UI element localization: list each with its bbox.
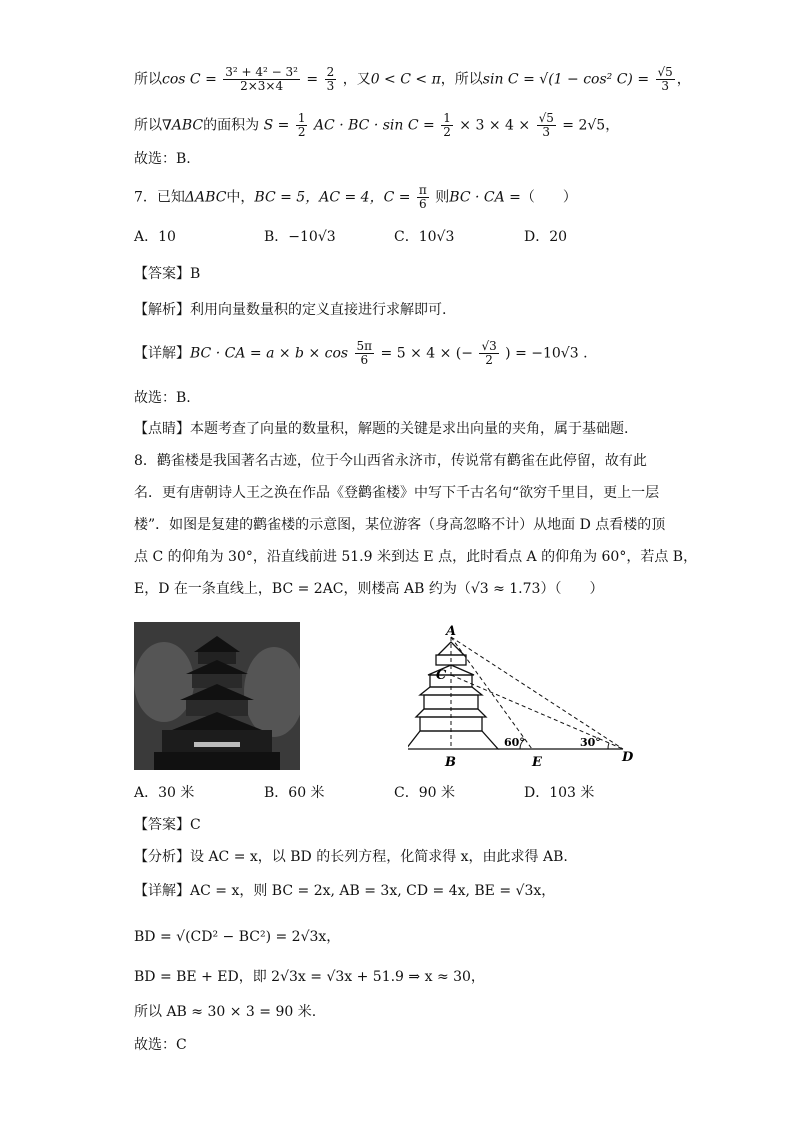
angle-30-label: 30° [580, 736, 601, 749]
ab-result: 所以 AB ≈ 30 × 3 = 90 米. [134, 1004, 317, 1020]
analysis-8: 【分析】设 AC = x，以 BD 的长列方程，化简求得 x，由此求得 AB. [134, 849, 568, 865]
question-8-line-4: 点 C 的仰角为 30°，沿直线前进 51.9 米到达 E 点，此时看点 A 的仰角为 60°，若点 B， [134, 549, 698, 565]
remark-7: 【点睛】本题考查了向量的数量积，解题的关键是求出向量的夹角，属于基础题. [134, 421, 629, 437]
option-c[interactable]: C．10√3 [394, 229, 455, 245]
answer-7: 【答案】B [134, 266, 201, 282]
options-8 [134, 782, 654, 804]
fraction: $\frac{1}{2}$ [443, 111, 451, 139]
analysis-7: 【解析】利用向量数量积的定义直接进行求解即可. [134, 302, 447, 318]
option-c[interactable]: C．90 米 [394, 785, 455, 801]
select-8: 故选：C [134, 1037, 187, 1053]
text: 所以 [134, 71, 162, 88]
angle-60-label: 60° [504, 736, 525, 749]
option-d[interactable]: D．103 米 [524, 785, 595, 801]
solution-line-cos: 所以cos C = $\frac{\text{3² + 4² − 3²}}{2\times 3\times 4}$ = $\frac{2}{3}$ ，又0 < C < π，所以sin C = √(1 − cos² C) = $\frac{√5}{3}$ ， [134, 65, 691, 93]
label-d: D [622, 750, 634, 765]
question-8-line-5: E，D 在一条直线上，BC = 2AC，则楼高 AB 约为（√3 ≈ 1.73）（ ） [134, 581, 604, 597]
question-8-line-2: 名．更有唐朝诗人王之涣在作品《登鹳雀楼》中写下千古名句“欲穷千里目，更上一层 [134, 485, 660, 501]
question-8-line-1: 8．鹳雀楼是我国著名古迹，位于今山西省永济市，传说常有鹳雀在此停留，故有此 [134, 453, 647, 469]
fraction: $\frac{5\pi}{6}$ [356, 339, 373, 367]
select-7: 故选：B. [134, 390, 191, 406]
label-e: E [532, 755, 542, 770]
label-b: B [445, 755, 456, 770]
label-c: C [436, 668, 447, 683]
fraction: $\frac{\pi}{6}$ [418, 183, 427, 211]
bd-equation-1: BD = √(CD² − BC²) = 2√3x， [134, 929, 341, 945]
option-b[interactable]: B．−10√3 [264, 229, 336, 245]
answer-8: 【答案】C [134, 817, 201, 833]
label-a: A [446, 625, 457, 639]
solution-line-area: 所以∇ABC的面积为 S = $\frac{1}{2}$ AC · BC · sin C = $\frac{1}{2}$ × 3 × 4 × $\frac{√5}{3}$ = 2√5， [134, 111, 620, 139]
fraction: $\frac{√5}{3}$ [657, 65, 673, 93]
text: cos [162, 71, 186, 88]
detail-7: 【详解】BC · CA = a × b × cos $\frac{5\pi}{6}$ = 5 × 4 × (− $\frac{√3}{2}$ ) = −10√3 . [134, 339, 588, 367]
options-7 [134, 226, 654, 248]
detail-8: 【详解】AC = x，则 BC = 2x, AB = 3x, CD = 4x, BE = √3x， [134, 883, 556, 899]
option-a[interactable]: A．10 [134, 229, 176, 245]
bd-equation-2: BD = BE + ED，即 2√3x = √3x + 51.9 ⇒ x ≈ 30， [134, 969, 485, 985]
option-a[interactable]: A．30 米 [134, 785, 195, 801]
fraction: $\frac{√3}{2}$ [481, 339, 497, 367]
option-d[interactable]: D．20 [524, 229, 568, 245]
fraction: $\frac{2}{3}$ [326, 65, 335, 93]
question-8-line-3: 楼”．如图是复建的鹳雀楼的示意图，某位游客（身高忽略不计）从地面 D 点看楼的顶 [134, 517, 666, 533]
fraction: $\frac{1}{2}$ [297, 111, 306, 139]
tower-photo [134, 622, 300, 770]
tower-diagram [408, 625, 648, 775]
question-7: 7．已知ΔABC中，BC = 5，AC = 4，C = $\frac{\pi}{6}$ 则BC · CA =（ ） [134, 183, 577, 211]
option-b[interactable]: B．60 米 [264, 785, 325, 801]
fraction: $\frac{\text{3² + 4² − 3²}}{2\times 3\times 4}$ [225, 65, 298, 93]
select-line: 故选：B. [134, 151, 191, 167]
fraction: $\frac{√5}{3}$ [538, 111, 554, 139]
